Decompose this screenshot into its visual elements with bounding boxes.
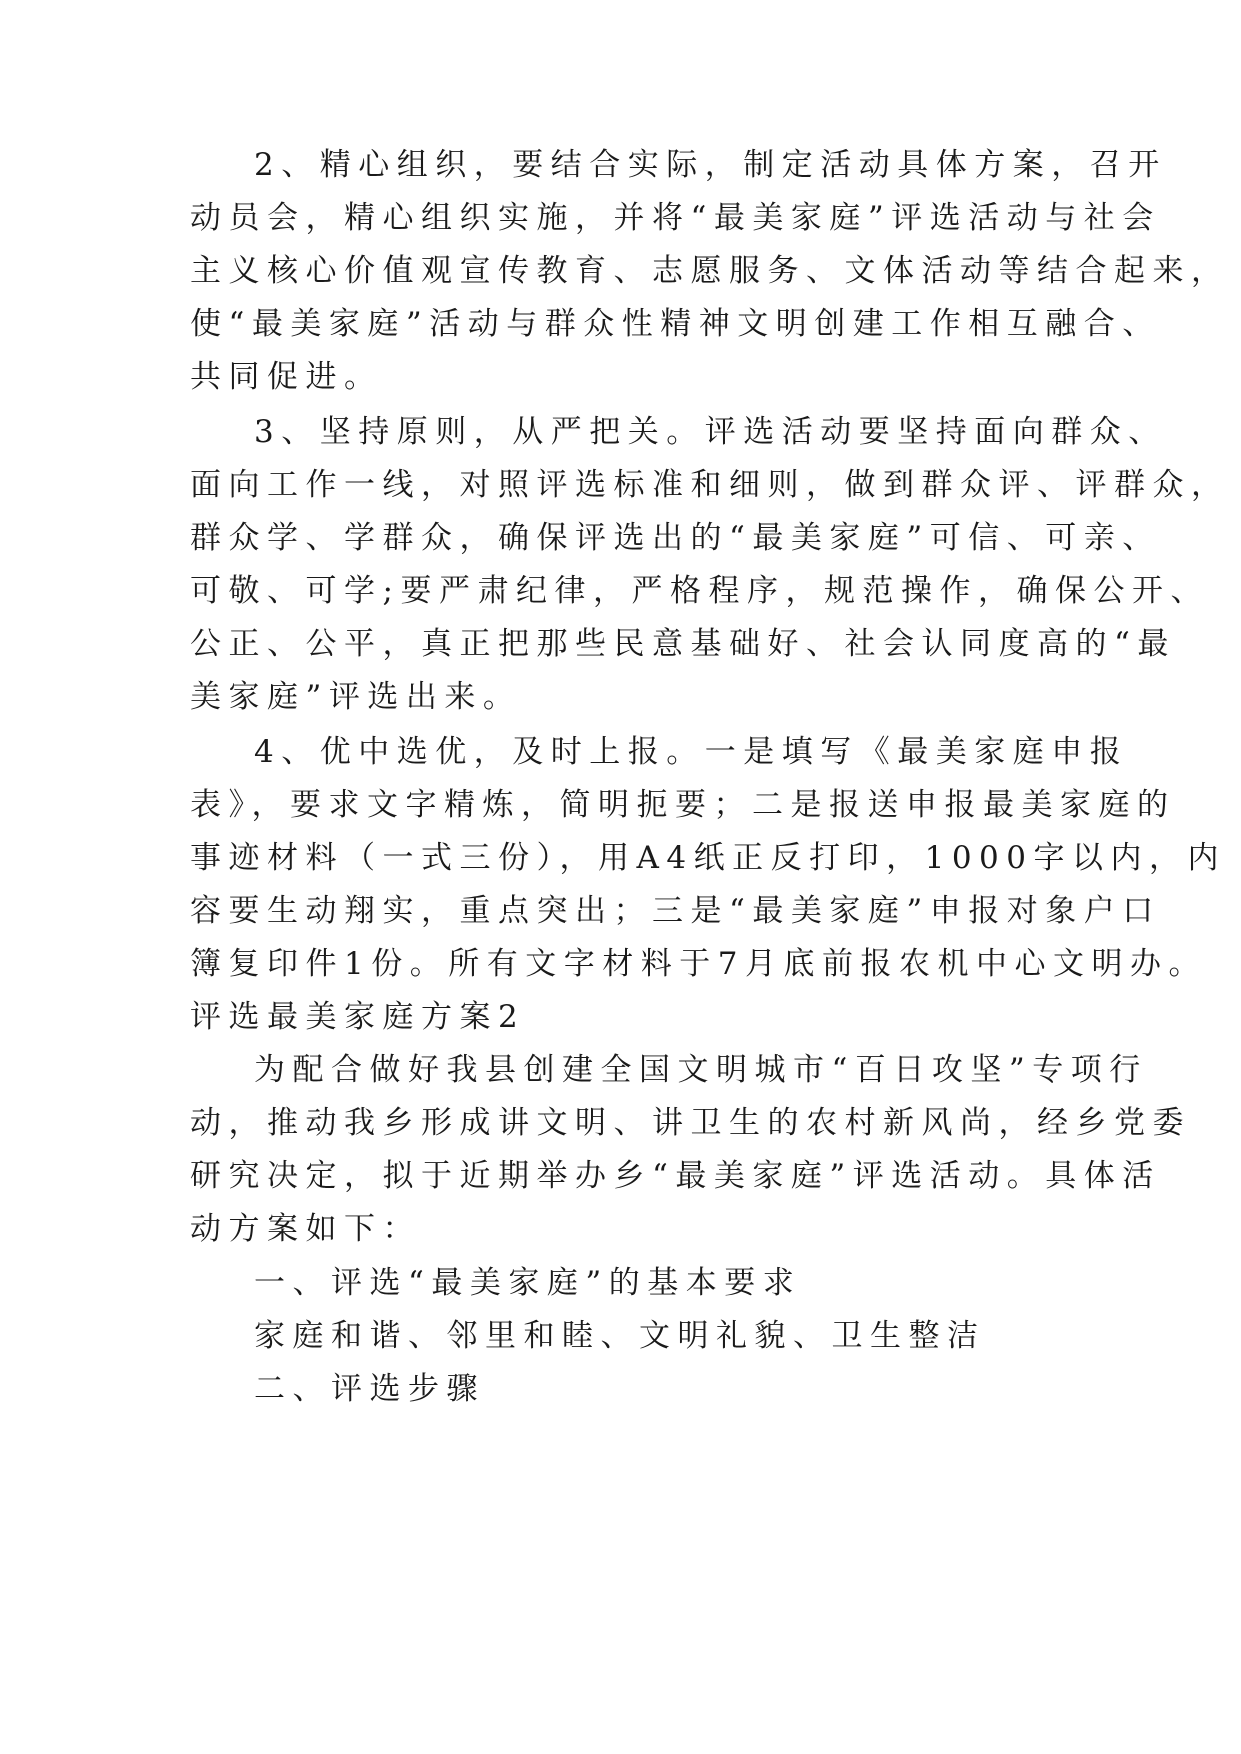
paragraph-line: 动员会，精心组织实施，并将“最美家庭”评选活动与社会 <box>190 200 1161 236</box>
paragraph-line: 为配合做好我县创建全国文明城市“百日攻坚”专项行 <box>254 1052 1148 1088</box>
paragraph-line: 群众学、学群众，确保评选出的“最美家庭”可信、可亲、 <box>190 520 1161 556</box>
paragraph-line: 2、精心组织，要结合实际，制定活动具体方案，召开 <box>254 147 1167 183</box>
paragraph-line: 表》，要求文字精炼，简明扼要；二是报送申报最美家庭的 <box>190 787 1176 823</box>
paragraph-line: 面向工作一线，对照评选标准和细则，做到群众评、评群众， <box>190 467 1230 503</box>
paragraph-line: 动，推动我乡形成讲文明、讲卫生的农村新风尚，经乡党委 <box>190 1105 1191 1141</box>
paragraph-line: 簿复印件1份。所有文字材料于7月底前报农机中心文明办。 <box>190 946 1207 982</box>
subheading: 二、评选步骤 <box>254 1371 485 1407</box>
paragraph-line: 公正、公平，真正把那些民意基础好、社会认同度高的“最 <box>190 626 1176 662</box>
paragraph-line: 家庭和谐、邻里和睦、文明礼貌、卫生整洁 <box>254 1318 986 1354</box>
section-heading: 评选最美家庭方案2 <box>190 999 526 1035</box>
subheading: 一、评选“最美家庭”的基本要求 <box>254 1265 802 1301</box>
paragraph-line: 美家庭”评选出来。 <box>190 679 522 715</box>
paragraph-line: 事迹材料（一式三份），用A4纸正反打印，1000字以内，内 <box>190 840 1227 876</box>
paragraph-line: 使“最美家庭”活动与群众性精神文明创建工作相互融合、 <box>190 306 1161 342</box>
paragraph-line: 主义核心价值观宣传教育、志愿服务、文体活动等结合起来， <box>190 253 1230 289</box>
paragraph-line: 动方案如下： <box>190 1211 421 1247</box>
paragraph-line: 共同促进。 <box>190 359 383 395</box>
paragraph-line: 3、坚持原则，从严把关。评选活动要坚持面向群众、 <box>254 414 1167 450</box>
paragraph-line: 可敬、可学;要严肃纪律，严格程序，规范操作，确保公开、 <box>190 573 1209 609</box>
paragraph-line: 4、优中选优，及时上报。一是填写《最美家庭申报 <box>254 734 1129 770</box>
paragraph-line: 容要生动翔实，重点突出；三是“最美家庭”申报对象户口 <box>190 893 1161 929</box>
paragraph-line: 研究决定，拟于近期举办乡“最美家庭”评选活动。具体活 <box>190 1158 1161 1194</box>
